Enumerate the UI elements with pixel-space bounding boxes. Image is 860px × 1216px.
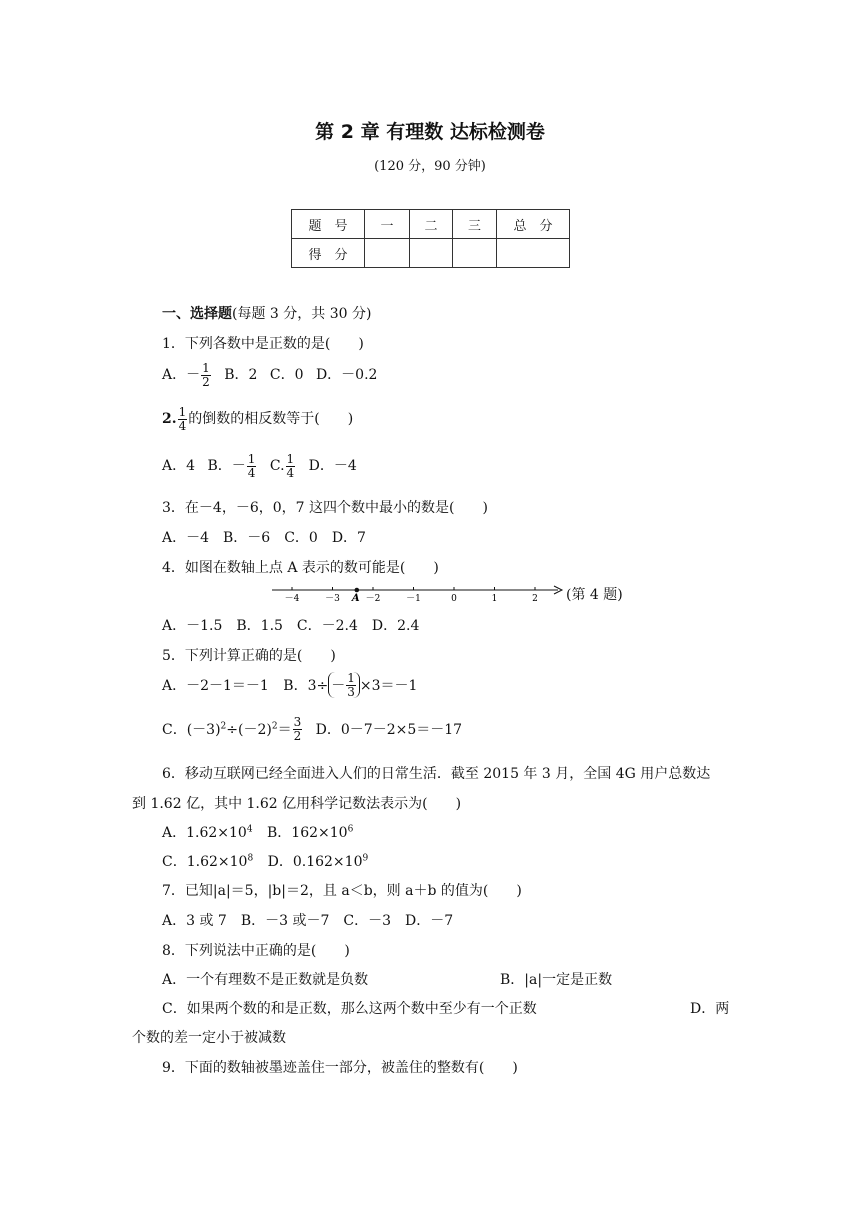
number-line <box>270 582 566 606</box>
option-c-text: C．1.62×10 <box>162 854 248 870</box>
option-c <box>162 854 253 870</box>
denominator: 4 <box>178 418 187 433</box>
fraction <box>346 672 356 698</box>
table-cell[interactable] <box>497 239 570 268</box>
option-a <box>162 825 253 841</box>
tick-label: －1 <box>406 594 421 604</box>
fraction <box>293 716 303 742</box>
option-b <box>267 825 353 841</box>
option-b-rest: ×3＝－1 <box>359 678 418 695</box>
question-5-stem: 5．下列计算正确的是( ) <box>162 648 336 664</box>
question-2-stem <box>162 406 353 432</box>
option-a: A．－ <box>162 367 201 384</box>
exponent: 2 <box>220 721 227 732</box>
numerator: 1 <box>247 452 256 466</box>
tick-label: 1 <box>491 594 498 604</box>
question-5-options-cd <box>162 716 462 742</box>
question-text: 的倒数的相反数等于( ) <box>188 411 354 428</box>
question-6-line-2: 到 1.62 亿，其中 1.62 亿用科学记数法表示为( ) <box>132 796 462 812</box>
table-row <box>292 210 570 239</box>
table-cell[interactable] <box>410 239 453 268</box>
parenthesis <box>328 672 360 698</box>
fraction <box>286 453 296 479</box>
tick-label: －2 <box>365 594 381 604</box>
question-8-option-d-cont: 个数的差一定小于被减数 <box>132 1030 286 1046</box>
tick-label: －4 <box>284 594 300 604</box>
question-3-stem: 3．在－4，－6，0，7 这四个数中最小的数是( ) <box>162 500 488 516</box>
option-b: B．3÷ <box>283 678 329 695</box>
point-a-marker <box>355 588 360 593</box>
figure-caption: (第 4 题) <box>566 587 623 603</box>
point-a-label: A <box>351 593 360 604</box>
question-8-option-c: C．如果两个数的和是正数，那么这两个数中至少有一个正数 <box>162 1001 537 1017</box>
numerator: 1 <box>347 671 355 685</box>
question-7-options: A．3 或 7 B．－3 或－7 C．－3 D．－7 <box>162 913 454 929</box>
fraction <box>201 362 211 388</box>
denominator: 2 <box>202 374 210 389</box>
question-9-stem: 9．下面的数轴被墨迹盖住一部分，被盖住的整数有( ) <box>162 1060 518 1076</box>
minus-sign: － <box>331 678 346 695</box>
table-cell[interactable] <box>365 239 410 268</box>
question-8-option-b: B．|a|一定是正数 <box>500 972 613 988</box>
exponent: 9 <box>362 853 369 864</box>
denominator: 3 <box>347 684 355 699</box>
fraction <box>178 406 188 432</box>
section-heading <box>162 303 371 323</box>
section-heading-note: (每题 3 分，共 30 分) <box>232 306 372 322</box>
question-4-options: A．－1.5 B．1.5 C．－2.4 D．2.4 <box>162 618 420 634</box>
question-8-stem: 8．下列说法中正确的是( ) <box>162 943 350 959</box>
table-row <box>292 239 570 268</box>
exponent: 4 <box>246 824 253 835</box>
exponent: 2 <box>271 721 278 732</box>
table-cell: 三 <box>453 210 497 239</box>
option-b: B．2 <box>224 367 258 384</box>
question-5-options-ab <box>162 672 417 698</box>
option-d: D．－4 <box>308 458 357 475</box>
question-8-option-d: D．两 <box>690 1001 730 1017</box>
denominator: 4 <box>286 465 295 480</box>
table-cell[interactable] <box>453 239 497 268</box>
denominator: 2 <box>293 728 302 743</box>
question-3-options: A．－4 B．－6 C．0 D．7 <box>162 530 366 546</box>
numerator: 3 <box>293 715 302 729</box>
numerator: 1 <box>286 452 295 466</box>
option-c-part: C．(－3) <box>162 722 221 739</box>
option-c: C. <box>269 458 285 475</box>
table-cell: 二 <box>410 210 453 239</box>
numerator: 1 <box>178 405 187 419</box>
option-a: A．4 <box>162 458 196 475</box>
page-subtitle: (120 分，90 分钟) <box>374 159 486 174</box>
denominator: 4 <box>247 465 256 480</box>
option-c <box>162 722 292 738</box>
exponent: 8 <box>247 853 254 864</box>
question-1-stem: 1．下列各数中是正数的是( ) <box>162 336 364 352</box>
question-6-options-ab <box>162 822 353 842</box>
score-table <box>291 209 570 268</box>
tick-label: 0 <box>451 594 457 604</box>
option-a: A．－2－1＝－1 <box>162 678 269 695</box>
fraction <box>247 453 257 479</box>
question-6-options-cd <box>162 851 368 871</box>
exponent: 6 <box>347 824 354 835</box>
question-1-options <box>162 362 377 388</box>
question-6-line-1: 6．移动互联网已经全面进入人们的日常生活．截至 2015 年 3 月，全国 4G 用户总数达 <box>162 766 711 782</box>
section-heading-label: 一、选择题 <box>162 306 232 322</box>
option-a-text: A．1.62×10 <box>162 825 247 841</box>
question-8-option-a: A．一个有理数不是正数就是负数 <box>162 972 369 988</box>
numerator: 1 <box>202 361 210 375</box>
option-d-text: D．0.162×10 <box>267 854 363 870</box>
question-7-stem: 7．已知|a|＝5，|b|＝2，且 a＜b，则 a＋b 的值为( ) <box>162 883 522 899</box>
question-4-stem: 4．如图在数轴上点 A 表示的数可能是( ) <box>162 560 439 576</box>
page-title: 第 2 章 有理数 达标检测卷 <box>315 121 545 143</box>
tick-label: 2 <box>532 594 538 604</box>
option-d: D．0－7－2×5＝－17 <box>315 722 463 739</box>
option-b: B．－ <box>207 458 246 475</box>
table-cell: 题 号 <box>292 210 365 239</box>
question-2-options <box>162 453 357 479</box>
option-d: D．－0.2 <box>315 367 378 384</box>
option-c: C．0 <box>269 367 304 384</box>
tick-label: －3 <box>325 594 340 604</box>
option-b-text: B．162×10 <box>267 825 348 841</box>
table-cell: 一 <box>365 210 410 239</box>
option-d <box>268 854 369 870</box>
table-cell: 总 分 <box>497 210 570 239</box>
question-number: 2. <box>162 411 177 428</box>
equals-sign: ＝ <box>277 722 292 739</box>
option-c-part: ÷(－2) <box>226 722 272 739</box>
table-cell: 得 分 <box>292 239 365 268</box>
